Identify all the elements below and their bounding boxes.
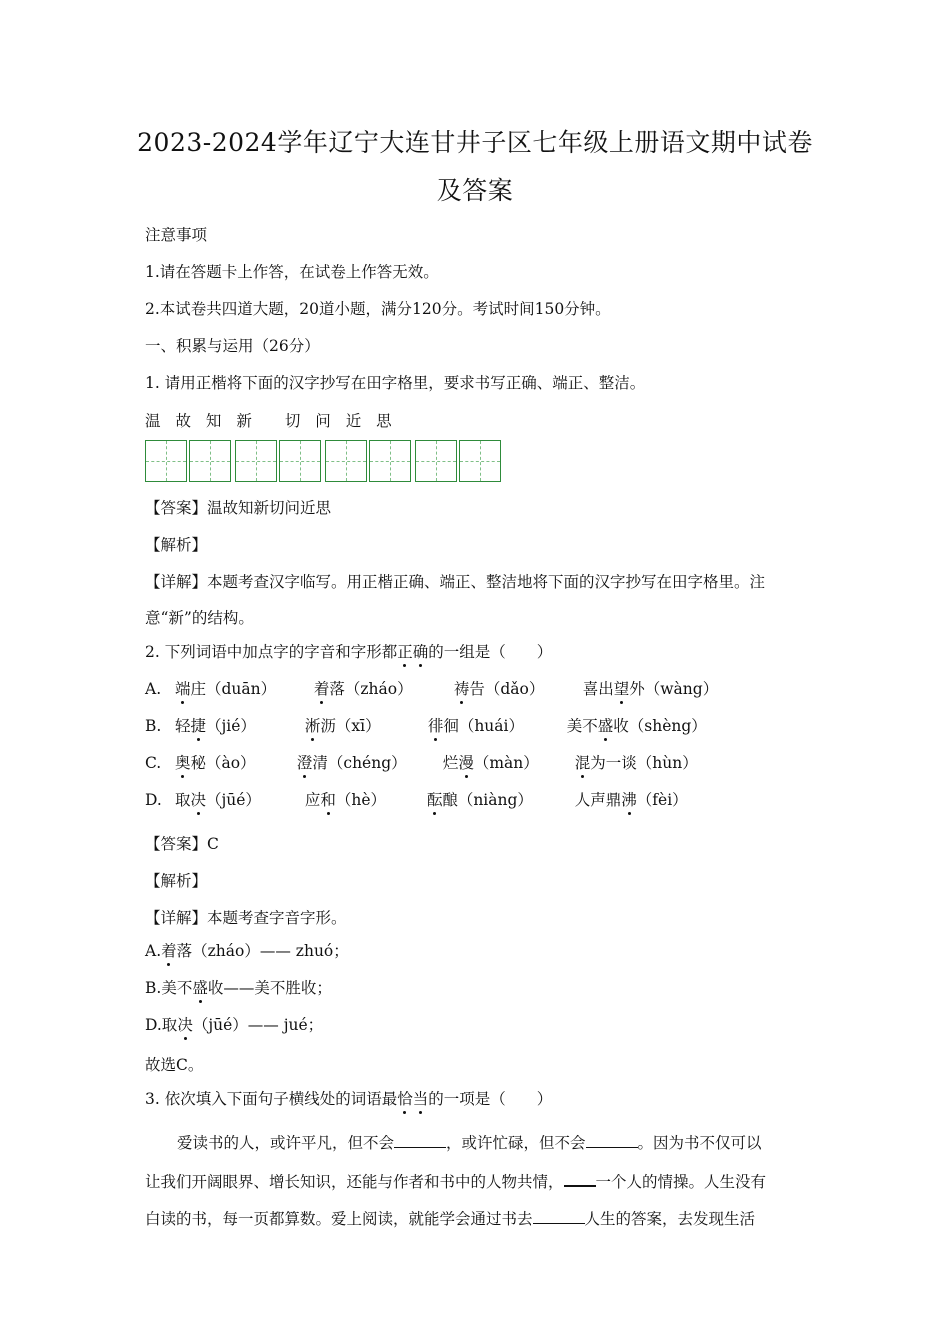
passage-text: ，或许忙碌，但不会 [446,1134,586,1152]
item-text: 落（zháo） [329,680,413,698]
item-text: 徊（huái） [443,717,524,735]
q2-option-d [145,790,688,810]
option-item [575,790,688,810]
q3-prompt [145,1089,552,1109]
q2-prompt-text: 2. 下列词语中加点字的字音和字形都 [145,643,398,661]
exam-title-line-2: 及答案 [436,176,514,205]
dotted-char: 奥 [174,754,191,772]
option-item [305,790,422,810]
q2-detail: 【详解】本题考查字音字形。 [145,909,347,927]
item-text: 清（chéng） [312,754,407,772]
item-text: 美不 [566,717,598,735]
option-label: C. [145,754,162,772]
tianzige-cell[interactable] [145,440,187,482]
q1-word: 故 [175,412,191,430]
item-text: 沥（xī） [320,717,381,735]
tianzige-cell[interactable] [459,440,501,482]
dotted-char: 望 [613,680,630,698]
option-item [175,753,292,773]
option-item [175,716,300,736]
option-item [175,790,300,810]
q1-answer: 【答案】温故知新切问近思 [145,499,332,517]
q3-prompt-text: 3. 依次填入下面句子横线处的词语最 [145,1090,398,1108]
dotted-char: 祷 [453,680,470,698]
passage-text: 白读的书，每一页都算数。爱上阅读，就能学会通过书去 [145,1210,533,1228]
q2-fix-b [145,978,332,998]
item-text: 为一谈（hùn） [590,754,698,772]
q3-prompt-text: 的一项是（ ） [428,1090,553,1108]
q3-passage-line-2 [145,1169,766,1192]
q3-passage-line-1 [177,1131,762,1153]
dotted-char: 盛 [192,979,208,997]
notice-item-1: 1.请在答题卡上作答，在试卷上作答无效。 [145,263,439,281]
q2-conclusion: 故选C。 [145,1056,204,1074]
dotted-char: 淅 [304,717,321,735]
fill-blank-3[interactable] [564,1169,596,1187]
option-item [443,753,570,773]
q2-fix-a [145,941,349,961]
q2-option-a [145,679,718,699]
passage-text: 一个人的情操。人生没有 [595,1173,767,1191]
tianzige-cell[interactable] [189,440,231,482]
item-text: （fèi） [636,791,688,809]
option-item [567,716,707,736]
dotted-char: 徘 [427,717,444,735]
dotted-char: 和 [320,791,336,809]
section-heading-1: 一、积累与运用（26分） [145,337,320,355]
passage-text: 爱读书的人，或许平凡，但不会 [177,1134,395,1152]
item-text: 喜出 [582,680,614,698]
q1-analysis: 【解析】 [145,536,208,554]
q1-word: 切 [284,412,301,430]
fix-text: D.取 [145,1016,178,1034]
option-item [428,716,562,736]
dotted-char: 沸 [621,791,637,809]
tianzige-grid [145,440,503,482]
q2-option-b [145,716,707,736]
fix-text: 落（zháo）—— zhuó； [176,942,349,960]
exam-title-line-1: 2023-2024学年辽宁大连甘井子区七年级上册语文期中试卷 [137,128,813,157]
option-item [583,679,718,699]
q1-words [145,411,392,431]
tianzige-cell[interactable] [325,440,367,482]
fix-text: A. [145,942,162,960]
tianzige-cell[interactable] [279,440,321,482]
item-text: （màn） [473,754,539,772]
item-text: 秘（ào） [190,754,256,772]
q1-detail-line-1: 【详解】本题考查汉字临写。用正楷正确、端正、整洁地将下面的汉字抄写在田字格里。注 [145,573,766,591]
dotted-char: 决 [190,791,206,809]
option-label: B. [145,717,162,735]
notice-item-2: 2.本试卷共四道大题，20道小题，满分120分。考试时间150分钟。 [145,300,611,318]
fix-text: （jūé）—— jué； [192,1016,324,1034]
dotted-char: 酝 [426,791,443,809]
q1-word: 问 [315,412,331,430]
item-text: 应 [304,791,321,809]
option-item [454,679,578,699]
tianzige-cell[interactable] [369,440,411,482]
q1-word: 温 [145,412,161,430]
tianzige-cell[interactable] [235,440,277,482]
dotted-char: 当 [412,1090,429,1108]
q3-passage-line-3 [145,1207,755,1229]
fill-blank-1[interactable] [394,1131,446,1148]
option-item [427,790,570,810]
option-label: A. [145,680,162,698]
dotted-char: 决 [177,1016,193,1034]
item-text: 酿（niàng） [442,791,533,809]
dotted-char: 正 [397,643,413,661]
item-text: 庄（duān） [190,680,277,698]
q2-prompt [145,642,552,662]
item-text: （jié） [205,717,256,735]
option-item [575,753,698,773]
passage-text: 让我们开阔眼界、增长知识，还能与作者和书中的人物共情， [145,1173,564,1191]
item-text: （hè） [335,791,387,809]
dotted-char: 盛 [597,717,614,735]
tianzige-cell[interactable] [415,440,457,482]
dotted-char: 着 [313,680,330,698]
dotted-char: 漫 [458,754,474,772]
fill-blank-2[interactable] [586,1131,638,1148]
option-label: D. [145,791,162,809]
passage-text: 。因为书不仅可以 [637,1134,762,1152]
fix-text: 收——美不胜收； [207,979,332,997]
q2-fix-d [145,1015,323,1035]
dotted-char: 恰 [397,1090,413,1108]
item-text: 轻 [174,717,191,735]
item-text: 外（wàng） [629,680,719,698]
passage-text: 人生的答案，去发现生活 [584,1210,756,1228]
dotted-char: 捷 [190,717,206,735]
item-text: 告（dǎo） [469,680,545,698]
q1-word: 近 [345,412,362,430]
item-text: 人声鼎 [574,791,622,809]
q1-detail-line-2: 意“新”的结构。 [145,609,254,627]
q2-answer: 【答案】C [145,835,219,853]
option-item [175,679,309,699]
q2-option-c [145,753,698,773]
q2-analysis: 【解析】 [145,872,208,890]
item-text: 烂 [442,754,459,772]
item-text: 收（shèng） [613,717,707,735]
option-item [305,716,423,736]
dotted-char: 着 [161,942,177,960]
q1-word: 新 [236,412,252,430]
dotted-char: 混 [574,754,591,772]
q1-word: 知 [205,412,222,430]
item-text: 取 [174,791,191,809]
fill-blank-4[interactable] [533,1207,585,1224]
q2-prompt-text: 的一组是（ ） [428,643,553,661]
notice-heading: 注意事项 [145,226,208,244]
fix-text: B.美不 [145,979,193,997]
q1-prompt: 1. 请用正楷将下面的汉字抄写在田字格里，要求书写正确、端正、整洁。 [145,374,646,392]
option-item [314,679,449,699]
item-text: （jūé） [205,791,261,809]
q1-word: 思 [376,412,392,430]
dotted-char: 澄 [296,754,313,772]
dotted-char: 端 [174,680,191,698]
dotted-char: 确 [412,643,429,661]
option-item [297,753,438,773]
